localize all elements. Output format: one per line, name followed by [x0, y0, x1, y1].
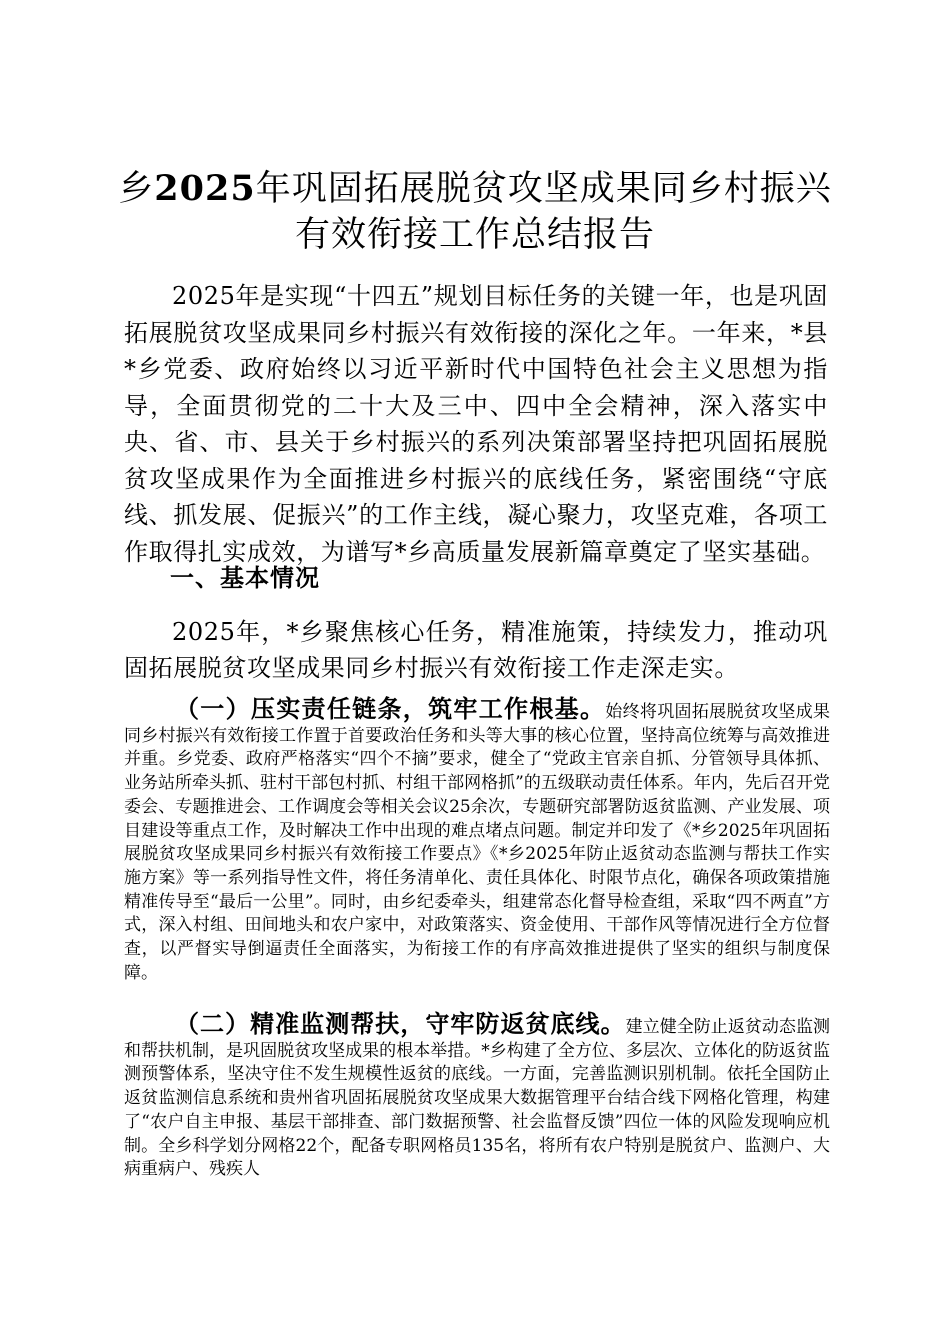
title-line2: 有效衔接工作总结报告: [294, 215, 655, 255]
subsection-1: [124, 694, 831, 985]
subsection-1-body: 始终将巩固拓展脱贫攻坚成果同乡村振兴有效衔接工作置于首要政治任务和头等大事的核心位置，坚持高位统筹与高效推进并重。乡党委、政府严格落实“四个不摘”要求，健全了“党政主官亲自抓、分管领导具体抓、业务站所牵头抓、驻村干部包村抓、村组干部网格抓”的五级联动责任体系。年内，先后召开党委会、专题推进会、工作调度会等相关会议25余次，专题研究部署防返贫监测、产业发展、项目建设等重点工作，及时解决工作中出现的难点堵点问题。制定并印发了《*乡2025年巩固拓展脱贫攻坚成果同乡村振兴有效衔接工作要点》《*乡2025年防止返贫动态监测与帮扶工作实施方案》等一系列指导性文件，将任务清单化、责任具体化、时限节点化，确保各项政策措施精准传导至“最后一公里”。同时，由乡纪委牵头，组建常态化督导检查组，采取“四不两直”方式，深入村组、田间地头和农户家中，对政策落实、资金使用、干部作风等情况进行全方位督查，以严督实导倒逼责任全面落实，为衔接工作的有序高效推进提供了坚实的组织与制度保障。: [124, 702, 831, 983]
subsection-2: [124, 1009, 831, 1182]
subsection-2-heading: （二）精准监测帮扶，守牢防返贫底线。: [175, 1009, 626, 1038]
intro-paragraph: 2025年是实现“十四五”规划目标任务的关键一年，也是巩固拓展脱贫攻坚成果同乡村振兴有效衔接的深化之年。一年来，*县*乡党委、政府始终以习近平新时代中国特色社会主义思想为指导，全面贯彻党的二十大及三中、四中全会精神，深入落实中央、省、市、县关于乡村振兴的系列决策部署坚持把巩固拓展脱贫攻坚成果作为全面推进乡村振兴的底线任务，紧密围绕“守底线、抓发展、促振兴”的工作主线，凝心聚力，攻坚克难，各项工作取得扎实成效，为谱写*乡高质量发展新篇章奠定了坚实基础。: [124, 282, 828, 566]
title-line1-rest: 年巩固拓展脱贫攻坚成果同乡村振兴: [255, 169, 832, 209]
subsection-2-body: 建立健全防止返贫动态监测和帮扶机制，是巩固脱贫攻坚成果的根本举措。*乡构建了全方位、多层次、立体化的防返贫监测预警体系，坚决守住不发生规模性返贫的底线。一方面，完善监测识别机制。依托全国防止返贫监测信息系统和贵州省巩固拓展脱贫攻坚成果大数据管理平台结合线下网格化管理，构建了“农户自主申报、基层干部排查、部门数据预警、社会监督反馈”四位一体的风险发现响应机制。全乡科学划分网格22个，配备专职网格员135名，将所有农户特别是脱贫户、监测户、大病重病户、残疾人: [124, 1017, 831, 1180]
title-prefix: 乡: [118, 169, 155, 209]
title-year: 2025: [154, 168, 256, 209]
section-paragraph: 2025年，*乡聚焦核心任务，精准施策，持续发力，推动巩固拓展脱贫攻坚成果同乡村振兴有效衔接工作走深走实。: [124, 618, 828, 682]
subsection-1-heading: （一）压实责任链条，筑牢工作根基。: [175, 694, 606, 723]
document-title: [100, 166, 850, 258]
section-heading-basic-situation: 一、基本情况: [170, 563, 320, 592]
